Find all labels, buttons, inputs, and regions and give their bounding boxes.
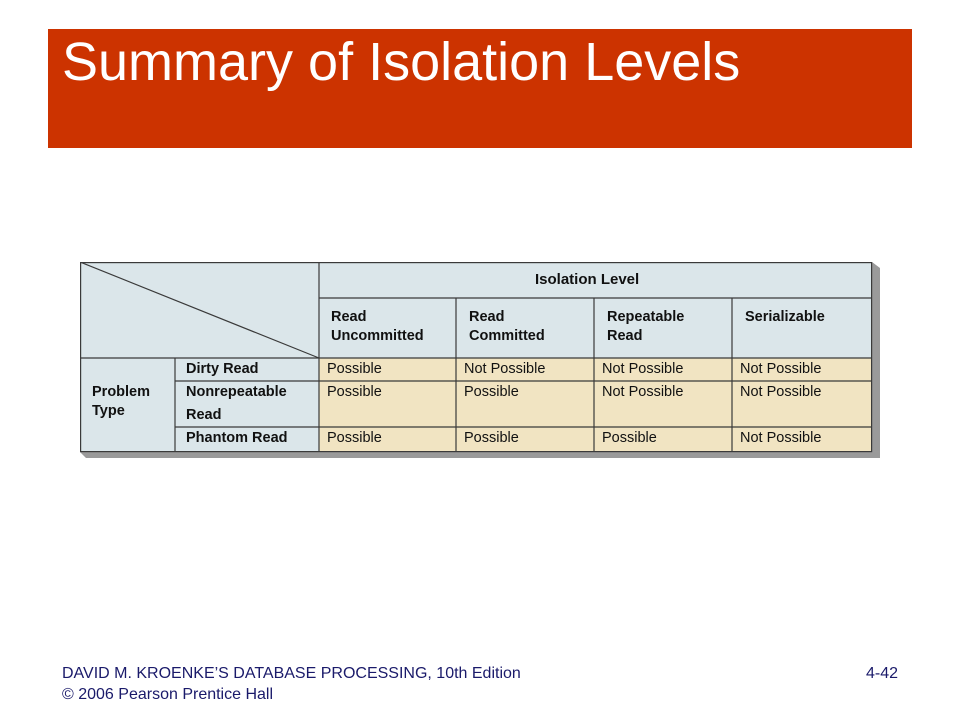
column-header-repeatable-read-line1: Repeatable: [607, 309, 685, 325]
column-group-label: Isolation Level: [535, 271, 640, 288]
table-cell: Possible: [327, 430, 382, 446]
table-cell: Not Possible: [464, 361, 546, 377]
row-label-nonrepeatable-line2: Read: [186, 407, 222, 423]
row-label-dirty-read: Dirty Read: [186, 361, 259, 377]
footer-copyright: © 2006 Pearson Prentice Hall: [62, 686, 274, 703]
column-header-repeatable-read-line2: Read: [607, 328, 643, 344]
table-cell: Possible: [464, 430, 519, 446]
row-label-phantom-read: Phantom Read: [186, 430, 288, 446]
table-cell: Not Possible: [602, 361, 684, 377]
column-header-read-committed-line1: Read: [469, 309, 505, 325]
row-group-label-line1: Problem: [92, 384, 151, 400]
row-group-label-line2: Type: [92, 403, 125, 419]
page-number: 4-42: [866, 665, 899, 682]
footer-credits: [62, 663, 521, 705]
slide-title: Summary of Isolation Levels: [62, 32, 741, 92]
column-header-read-uncommitted-line2: Uncommitted: [331, 328, 424, 344]
table-cell: Not Possible: [740, 384, 822, 400]
table-cell: Not Possible: [740, 430, 822, 446]
footer-book-title: DAVID M. KROENKE’S DATABASE PROCESSING, 10th Edition: [62, 665, 521, 682]
table-cell: Possible: [327, 384, 382, 400]
column-header-serializable: Serializable: [745, 309, 825, 325]
table-cell: Not Possible: [740, 361, 822, 377]
column-header-read-committed-line2: Committed: [469, 328, 545, 344]
table-cell: Possible: [602, 430, 657, 446]
column-header-read-uncommitted-line1: Read: [331, 309, 367, 325]
row-label-nonrepeatable-line1: Nonrepeatable: [186, 384, 287, 400]
isolation-levels-table: [80, 262, 880, 458]
table-cell: Not Possible: [602, 384, 684, 400]
table-cell: Possible: [327, 361, 382, 377]
table-cell: Possible: [464, 384, 519, 400]
